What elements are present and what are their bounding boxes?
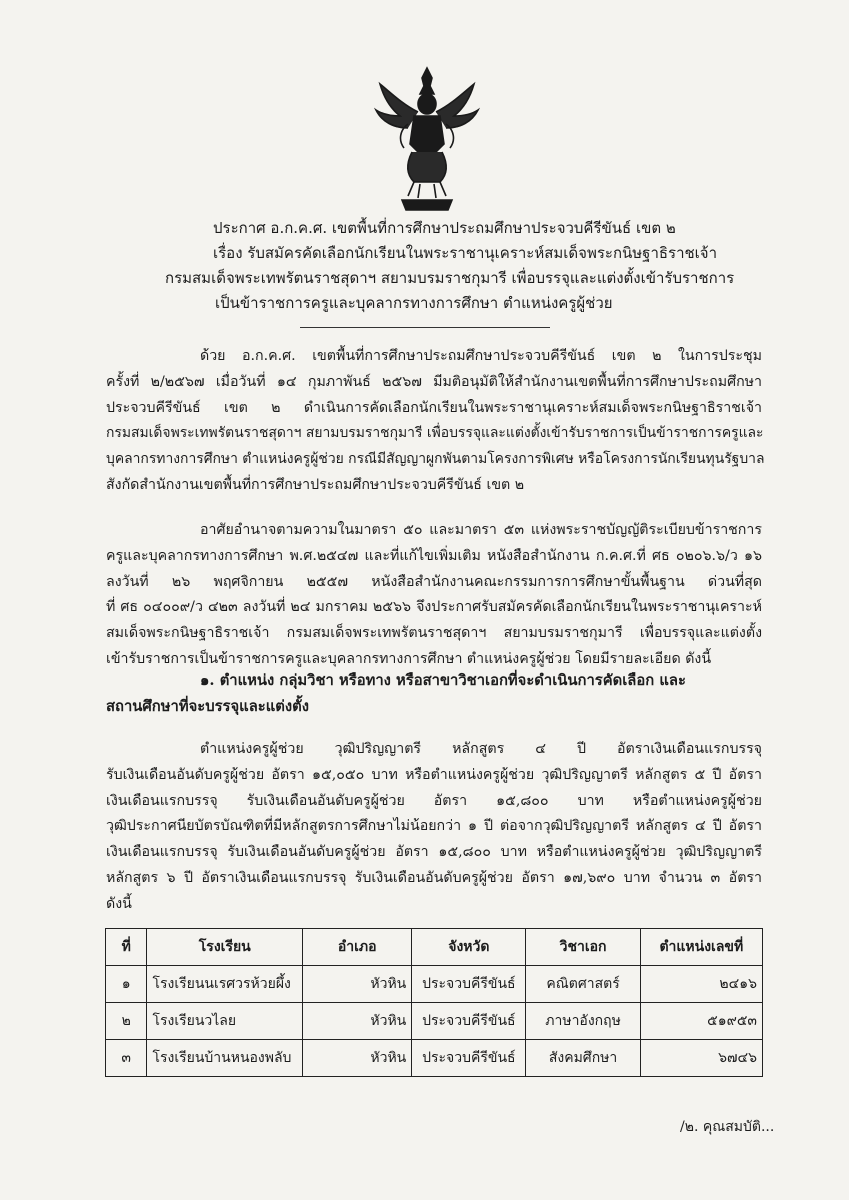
table-cell: ๕๑๙๕๓	[640, 1003, 762, 1040]
continuation-marker: /๒. คุณสมบัติ...	[680, 1119, 775, 1135]
text-line: เข้ารับราชการเป็นข้าราชการครูและบุคลากรทางการศึกษา ตำแหน่งครูผู้ช่วย โดยมีรายละเอียด ดังนี้	[106, 650, 712, 667]
paragraph-positions	[106, 737, 762, 918]
school-positions-table	[105, 928, 763, 1077]
table-row	[106, 1003, 763, 1040]
text-line: สมเด็จพระกนิษฐาธิราชเจ้า กรมสมเด็จพระเทพรัตนราชสุดาฯ สยามบรมราชกุมารี เพื่อบรรจุและแต่งตั้ง	[106, 625, 762, 642]
text-line: ด้วย อ.ก.ค.ศ. เขตพื้นที่การศึกษาประถมศึกษาประจวบคีรีขันธ์ เขต ๒ ในการประชุม	[200, 348, 762, 364]
table-cell: ประจวบคีรีขันธ์	[412, 966, 526, 1003]
table-cell: โรงเรียนวไลย	[147, 1003, 303, 1040]
table-cell: ๑	[106, 966, 147, 1003]
table-cell: ประจวบคีรีขันธ์	[412, 1040, 526, 1077]
text-line: กรมสมเด็จพระเทพรัตนราชสุดาฯ สยามบรมราชกุมารี เพื่อบรรจุและแต่งตั้งเข้ารับราชการเป็นข้าราชการครูและ	[106, 425, 764, 442]
text-line: ครูและบุคลากรทางการศึกษา พ.ศ.๒๕๔๗ และที่แก้ไขเพิ่มเติม หนังสือสำนักงาน ก.ค.ศ.ที่ ศธ ๐๒๐๖.๖/ว ๑๖	[106, 547, 762, 564]
column-header: อำเภอ	[303, 929, 412, 966]
column-header: จังหวัด	[412, 929, 526, 966]
header-title-line: ประกาศ อ.ก.ค.ศ. เขตพื้นที่การศึกษาประถมศึกษาประจวบคีรีขันธ์ เขต ๒	[213, 219, 676, 237]
text-line: ที่ ศธ ๐๔๐๐๙/ว ๔๒๓ ลงวันที่ ๒๔ มกราคม ๒๕๖๖ จึงประกาศรับสมัครคัดเลือกนักเรียนในพระราชานุเคราะห์	[106, 599, 762, 616]
table-cell: สังคมศึกษา	[526, 1040, 640, 1077]
text-line: บุคลากรทางการศึกษา ตำแหน่งครูผู้ช่วย กรณีมีสัญญาผูกพันตามโครงการพิเศษ หรือโครงการนักเรียนทุนรัฐบาล	[106, 451, 765, 468]
section-heading	[106, 668, 762, 720]
garuda-emblem-icon	[372, 64, 482, 214]
table-cell: ๒	[106, 1003, 147, 1040]
table-cell: ประจวบคีรีขันธ์	[412, 1003, 526, 1040]
header-subject-line: เรื่อง รับสมัครคัดเลือกนักเรียนในพระราชานุเคราะห์สมเด็จพระกนิษฐาธิราชเจ้า	[213, 244, 718, 262]
table-cell: ๒๔๑๖	[640, 966, 762, 1003]
section-heading-line: สถานศึกษาที่จะบรรจุและแต่งตั้ง	[106, 698, 309, 715]
column-header: ตำแหน่งเลขที่	[640, 929, 762, 966]
table-row	[106, 1040, 763, 1077]
table-cell: หัวหิน	[303, 1040, 412, 1077]
text-line: รับเงินเดือนอันดับครูผู้ช่วย อัตรา ๑๕,๐๕๐ บาท หรือตำแหน่งครูผู้ช่วย วุฒิปริญญาตรี หลักสูตร ๕ ปี อัตรา	[106, 766, 762, 783]
column-header: โรงเรียน	[147, 929, 303, 966]
table-row	[106, 966, 763, 1003]
section-heading-line: ๑. ตำแหน่ง กลุ่มวิชา หรือทาง หรือสาขาวิชาเอกที่จะดำเนินการคัดเลือก และ	[200, 672, 686, 689]
text-line: อาศัยอำนาจตามความในมาตรา ๕๐ และมาตรา ๕๓ แห่งพระราชบัญญัติระเบียบข้าราชการ	[200, 522, 762, 538]
header-subject-line: กรมสมเด็จพระเทพรัตนราชสุดาฯ สยามบรมราชกุมารี เพื่อบรรจุและแต่งตั้งเข้ารับราชการ	[165, 269, 735, 287]
table-cell: หัวหิน	[303, 1003, 412, 1040]
text-line: ประจวบคีรีขันธ์ เขต ๒ ดำเนินการคัดเลือกนักเรียนในพระราชานุเคราะห์สมเด็จพระกนิษฐาธิราชเจ้า	[106, 399, 762, 416]
text-line: ลงวันที่ ๒๖ พฤศจิกายน ๒๕๕๗ หนังสือสำนักงานคณะกรรมการการศึกษาขั้นพื้นฐาน ด่วนที่สุด	[106, 573, 762, 590]
table-cell: ภาษาอังกฤษ	[526, 1003, 640, 1040]
text-line: ตำแหน่งครูผู้ช่วย วุฒิปริญญาตรี หลักสูตร ๔ ปี อัตราเงินเดือนแรกบรรจุ	[200, 741, 762, 757]
paragraph-resolution	[106, 344, 765, 499]
text-line: ดังนี้	[106, 895, 132, 912]
column-header: ที่	[106, 929, 147, 966]
table-cell: หัวหิน	[303, 966, 412, 1003]
text-line: วุฒิประกาศนียบัตรบัณฑิตที่มีหลักสูตรการศึกษาไม่น้อยกว่า ๑ ปี ต่อจากวุฒิปริญญาตรี หลักสูตร ๔ ปี อัตรา	[106, 818, 762, 835]
text-line: ครั้งที่ ๒/๒๕๖๗ เมื่อวันที่ ๑๔ กุมภาพันธ์ ๒๕๖๗ มีมติอนุมัติให้สำนักงานเขตพื้นที่การศึกษาประถมศึกษา	[106, 373, 762, 390]
text-line: เงินเดือนแรกบรรจุ รับเงินเดือนอันดับครูผู้ช่วย อัตรา ๑๕,๘๐๐ บาท หรือตำแหน่งครูผู้ช่วย วุฒิปริญญาตรี	[106, 844, 762, 861]
header-divider	[300, 327, 550, 328]
table-cell: คณิตศาสตร์	[526, 966, 640, 1003]
text-line: เงินเดือนแรกบรรจุ รับเงินเดือนอันดับครูผู้ช่วย อัตรา ๑๕,๘๐๐ บาท หรือตำแหน่งครูผู้ช่วย	[106, 792, 762, 809]
table-header-row	[106, 929, 763, 966]
text-line: สังกัดสำนักงานเขตพื้นที่การศึกษาประถมศึกษาประจวบคีรีขันธ์ เขต ๒	[106, 476, 525, 493]
table-cell: ๖๗๔๖	[640, 1040, 762, 1077]
column-header: วิชาเอก	[526, 929, 640, 966]
text-line: หลักสูตร ๖ ปี อัตราเงินเดือนแรกบรรจุ รับเงินเดือนอันดับครูผู้ช่วย อัตรา ๑๗,๖๙๐ บาท จำนวน ๓ อัตรา	[106, 869, 762, 886]
table-cell: โรงเรียนบ้านหนองพลับ	[147, 1040, 303, 1077]
paragraph-authority	[106, 518, 762, 673]
table-cell: โรงเรียนนเรศวรห้วยผึ้ง	[147, 966, 303, 1003]
table-cell: ๓	[106, 1040, 147, 1077]
header-subject-line: เป็นข้าราชการครูและบุคลากรทางการศึกษา ตำแหน่งครูผู้ช่วย	[215, 294, 613, 312]
